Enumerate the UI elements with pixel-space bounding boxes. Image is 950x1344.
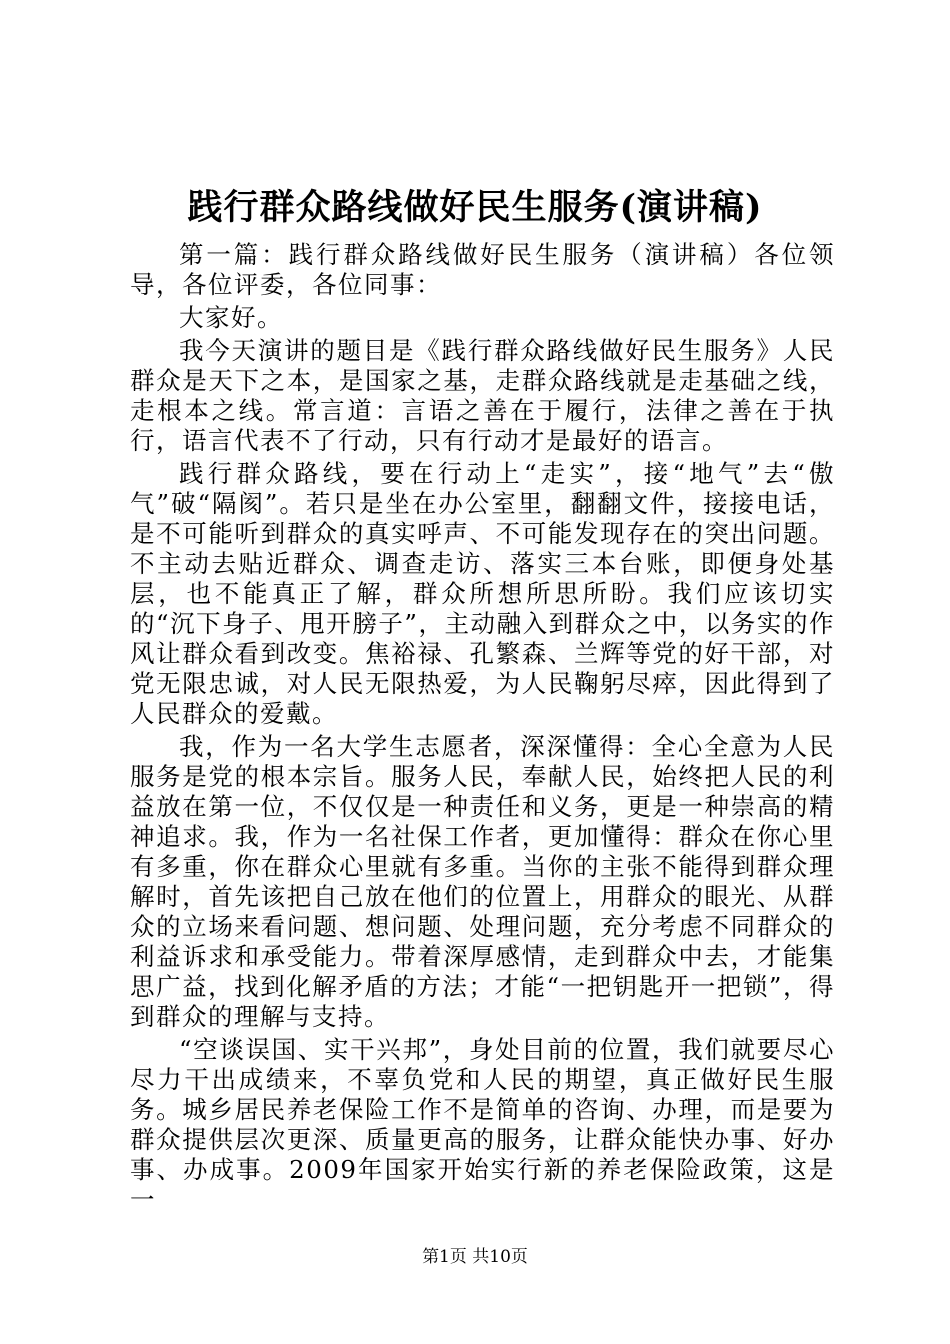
paragraph-volunteer: 我，作为一名大学生志愿者，深深懂得：全心全意为人民服务是党的根本宗旨。服务人民，奉献人民，始终把人民的利益放在第一位，不仅仅是一种责任和义务，更是一种崇高的精神追求。我，作为一名社保工作者，更加懂得：群众在你心里有多重，你在群众心里就有多重。当你的主张不能得到群众理解时，首先该把自己放在他们的位置上，用群众的眼光、从群众的立场来看问题、想问题、处理问题，充分考虑不同群众的利益诉求和承受能力。带着深厚感情，走到群众中去，才能集思广益，找到化解矛盾的方法；才能“一把钥匙开一把锁”，得到群众的理解与支持。: [130, 732, 835, 1031]
page-number: 第1页 共10页: [422, 1247, 528, 1267]
document-title: 践行群众路线做好民生服务(演讲稿): [187, 187, 763, 228]
paragraph-action: “空谈误国、实干兴邦”，身处目前的位置，我们就要尽心尽力干出成绩来，不辜负党和人民的期望，真正做好民生服务。城乡居民养老保险工作不是简单的咨询、办理，而是要为群众提供层次更深、质量更高的服务，让群众能快办事、好办事、办成事。2009年国家开始实行新的养老保险政策，这是一: [130, 1035, 835, 1214]
document-body: [130, 240, 835, 1218]
paragraph-intro: 第一篇：践行群众路线做好民生服务（演讲稿）各位领导，各位评委，各位同事：: [130, 240, 835, 299]
paragraph-practice: 践行群众路线，要在行动上“走实”，接“地气”去“傲气”破“隔阂”。若只是坐在办公室里，翻翻文件，接接电话，是不可能听到群众的真实呼声、不可能发现存在的突出问题。不主动去贴近群众、调查走访、落实三本台账，即便身处基层，也不能真正了解，群众所想所思所盼。我们应该切实的“沉下身子、甩开膀子”，主动融入到群众之中，以务实的作风让群众看到改变。焦裕禄、孔繁森、兰辉等党的好干部，对党无限忠诚，对人民无限热爱，为人民鞠躬尽瘁，因此得到了人民群众的爱戴。: [130, 459, 835, 728]
paragraph-topic: 我今天演讲的题目是《践行群众路线做好民生服务》人民群众是天下之本，是国家之基，走群众路线就是走基础之线，走根本之线。常言道：言语之善在于履行，法律之善在于执行，语言代表不了行动，只有行动才是最好的语言。: [130, 336, 835, 455]
paragraph-greeting: 大家好。: [179, 303, 283, 332]
